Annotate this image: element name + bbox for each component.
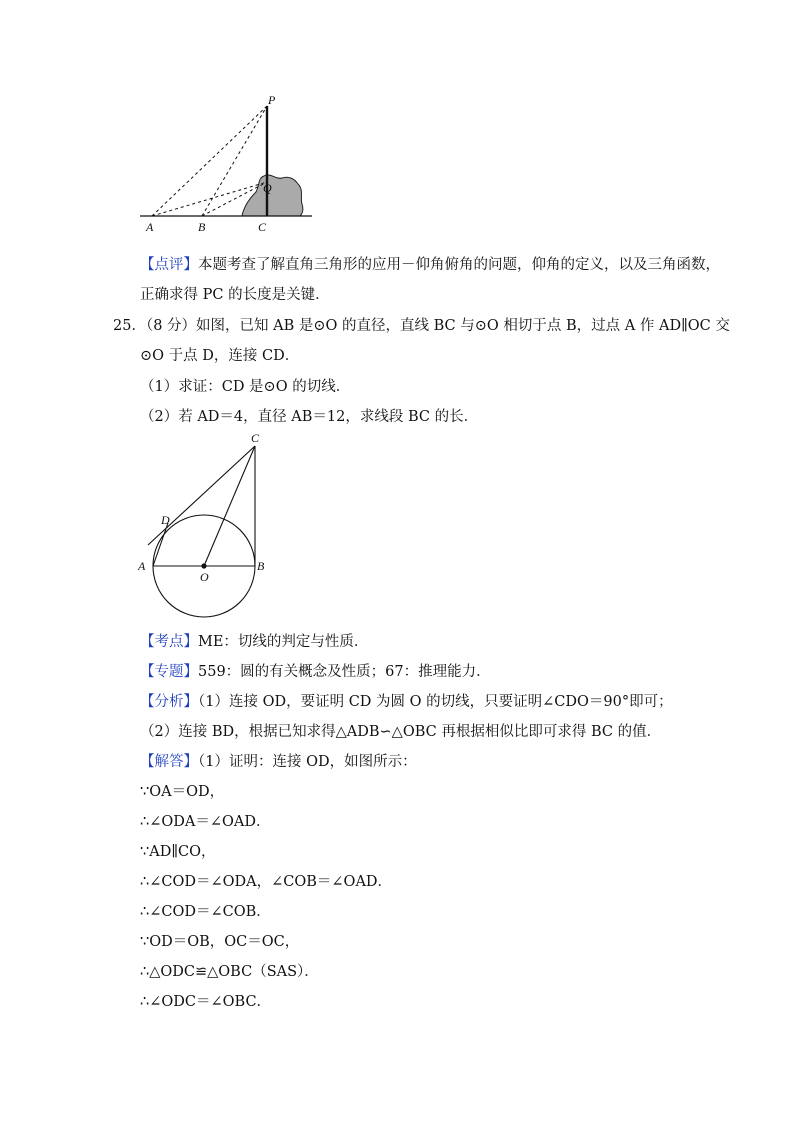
proof-text: ∴△ODC≌△OBC（SAS）． <box>140 964 319 980</box>
proof-line <box>140 842 216 862</box>
review-line-2 <box>140 285 330 305</box>
problem-line-1 <box>113 316 730 336</box>
section-text-0: ME：切线的判定与性质． <box>198 634 369 650</box>
problem-part-2 <box>140 407 478 427</box>
proof-text: ∴∠COD＝∠ODA，∠COB＝∠OAD． <box>140 874 393 890</box>
figure-elevation-diagram <box>130 88 320 238</box>
review-text-1: 本题考查了解直角三角形的应用－仰角俯角的问题，仰角的定义，以及三角函数， <box>198 257 720 273</box>
section-text-1: 559：圆的有关概念及性质；67：推理能力． <box>198 664 491 680</box>
proof-text: ∵OD＝OB，OC＝OC， <box>140 934 300 950</box>
section-tag-2: 【分析】 <box>140 694 198 710</box>
proof-line <box>140 962 319 982</box>
proof-line <box>140 992 271 1012</box>
label-a2: A <box>138 559 146 573</box>
problem-part-1 <box>140 377 350 397</box>
label-c2: C <box>251 431 260 445</box>
label-a: A <box>146 220 154 234</box>
section-jieda <box>140 752 417 772</box>
proof-text: ∴∠ODC＝∠OBC． <box>140 994 272 1010</box>
proof-line <box>140 932 299 952</box>
proof-text: ∵OA＝OD， <box>140 784 225 800</box>
problem-line-2 <box>140 346 299 366</box>
figure-circle-tangent <box>135 428 275 623</box>
proof-text: ∴∠ODA＝∠OAD． <box>140 814 271 830</box>
problem-part-1-text: （1）求证：CD 是⊙O 的切线． <box>140 379 351 395</box>
label-p: P <box>268 93 276 107</box>
line-oc <box>204 446 255 566</box>
proof-line <box>140 782 224 802</box>
label-q: Q <box>263 181 272 195</box>
hill-shape <box>242 175 303 216</box>
section-tag-0: 【考点】 <box>140 634 198 650</box>
review-tag: 【点评】 <box>140 257 198 273</box>
review-text-2: 正确求得 PC 的长度是关键． <box>140 287 330 303</box>
label-c: C <box>258 220 267 234</box>
section-tag-1: 【专题】 <box>140 664 198 680</box>
problem-text-1: 25．（8 分）如图，已知 AB 是⊙O 的直径，直线 BC 与⊙O 相切于点 B，过点 A 作 AD∥OC 交 <box>113 318 730 334</box>
section-text-3: （2）连接 BD，根据已知求得△ADB∽△OBC 再根据相似比即可求得 BC 的值． <box>140 724 662 740</box>
label-o2: O <box>200 570 209 584</box>
section-zhuanti <box>140 662 491 682</box>
problem-part-2-text: （2）若 AD＝4，直径 AB＝12，求线段 BC 的长． <box>140 409 479 425</box>
section-tag-4: 【解答】 <box>140 754 198 770</box>
center-point-o <box>201 563 206 568</box>
label-d2: D <box>161 513 170 527</box>
review-line-1 <box>140 255 720 275</box>
section-kaodian <box>140 632 368 652</box>
proof-text: ∵AD∥CO， <box>140 844 216 860</box>
proof-line <box>140 902 271 922</box>
proof-text: ∴∠COD＝∠COB． <box>140 904 271 920</box>
section-text-2: （1）连接 OD，要证明 CD 为圆 O 的切线，只要证明∠CDO＝90°即可； <box>198 694 673 710</box>
section-fenxi <box>140 692 673 712</box>
proof-line <box>140 872 392 892</box>
chord-ad <box>153 523 168 566</box>
label-b: B <box>198 220 206 234</box>
section-text-4: （1）证明：连接 OD，如图所示： <box>198 754 417 770</box>
label-b2: B <box>257 559 265 573</box>
tangent-cd <box>148 446 255 545</box>
problem-text-2: ⊙O 于点 D，连接 CD． <box>140 348 300 364</box>
proof-line <box>140 812 271 832</box>
section-fenxi-2 <box>140 722 661 742</box>
